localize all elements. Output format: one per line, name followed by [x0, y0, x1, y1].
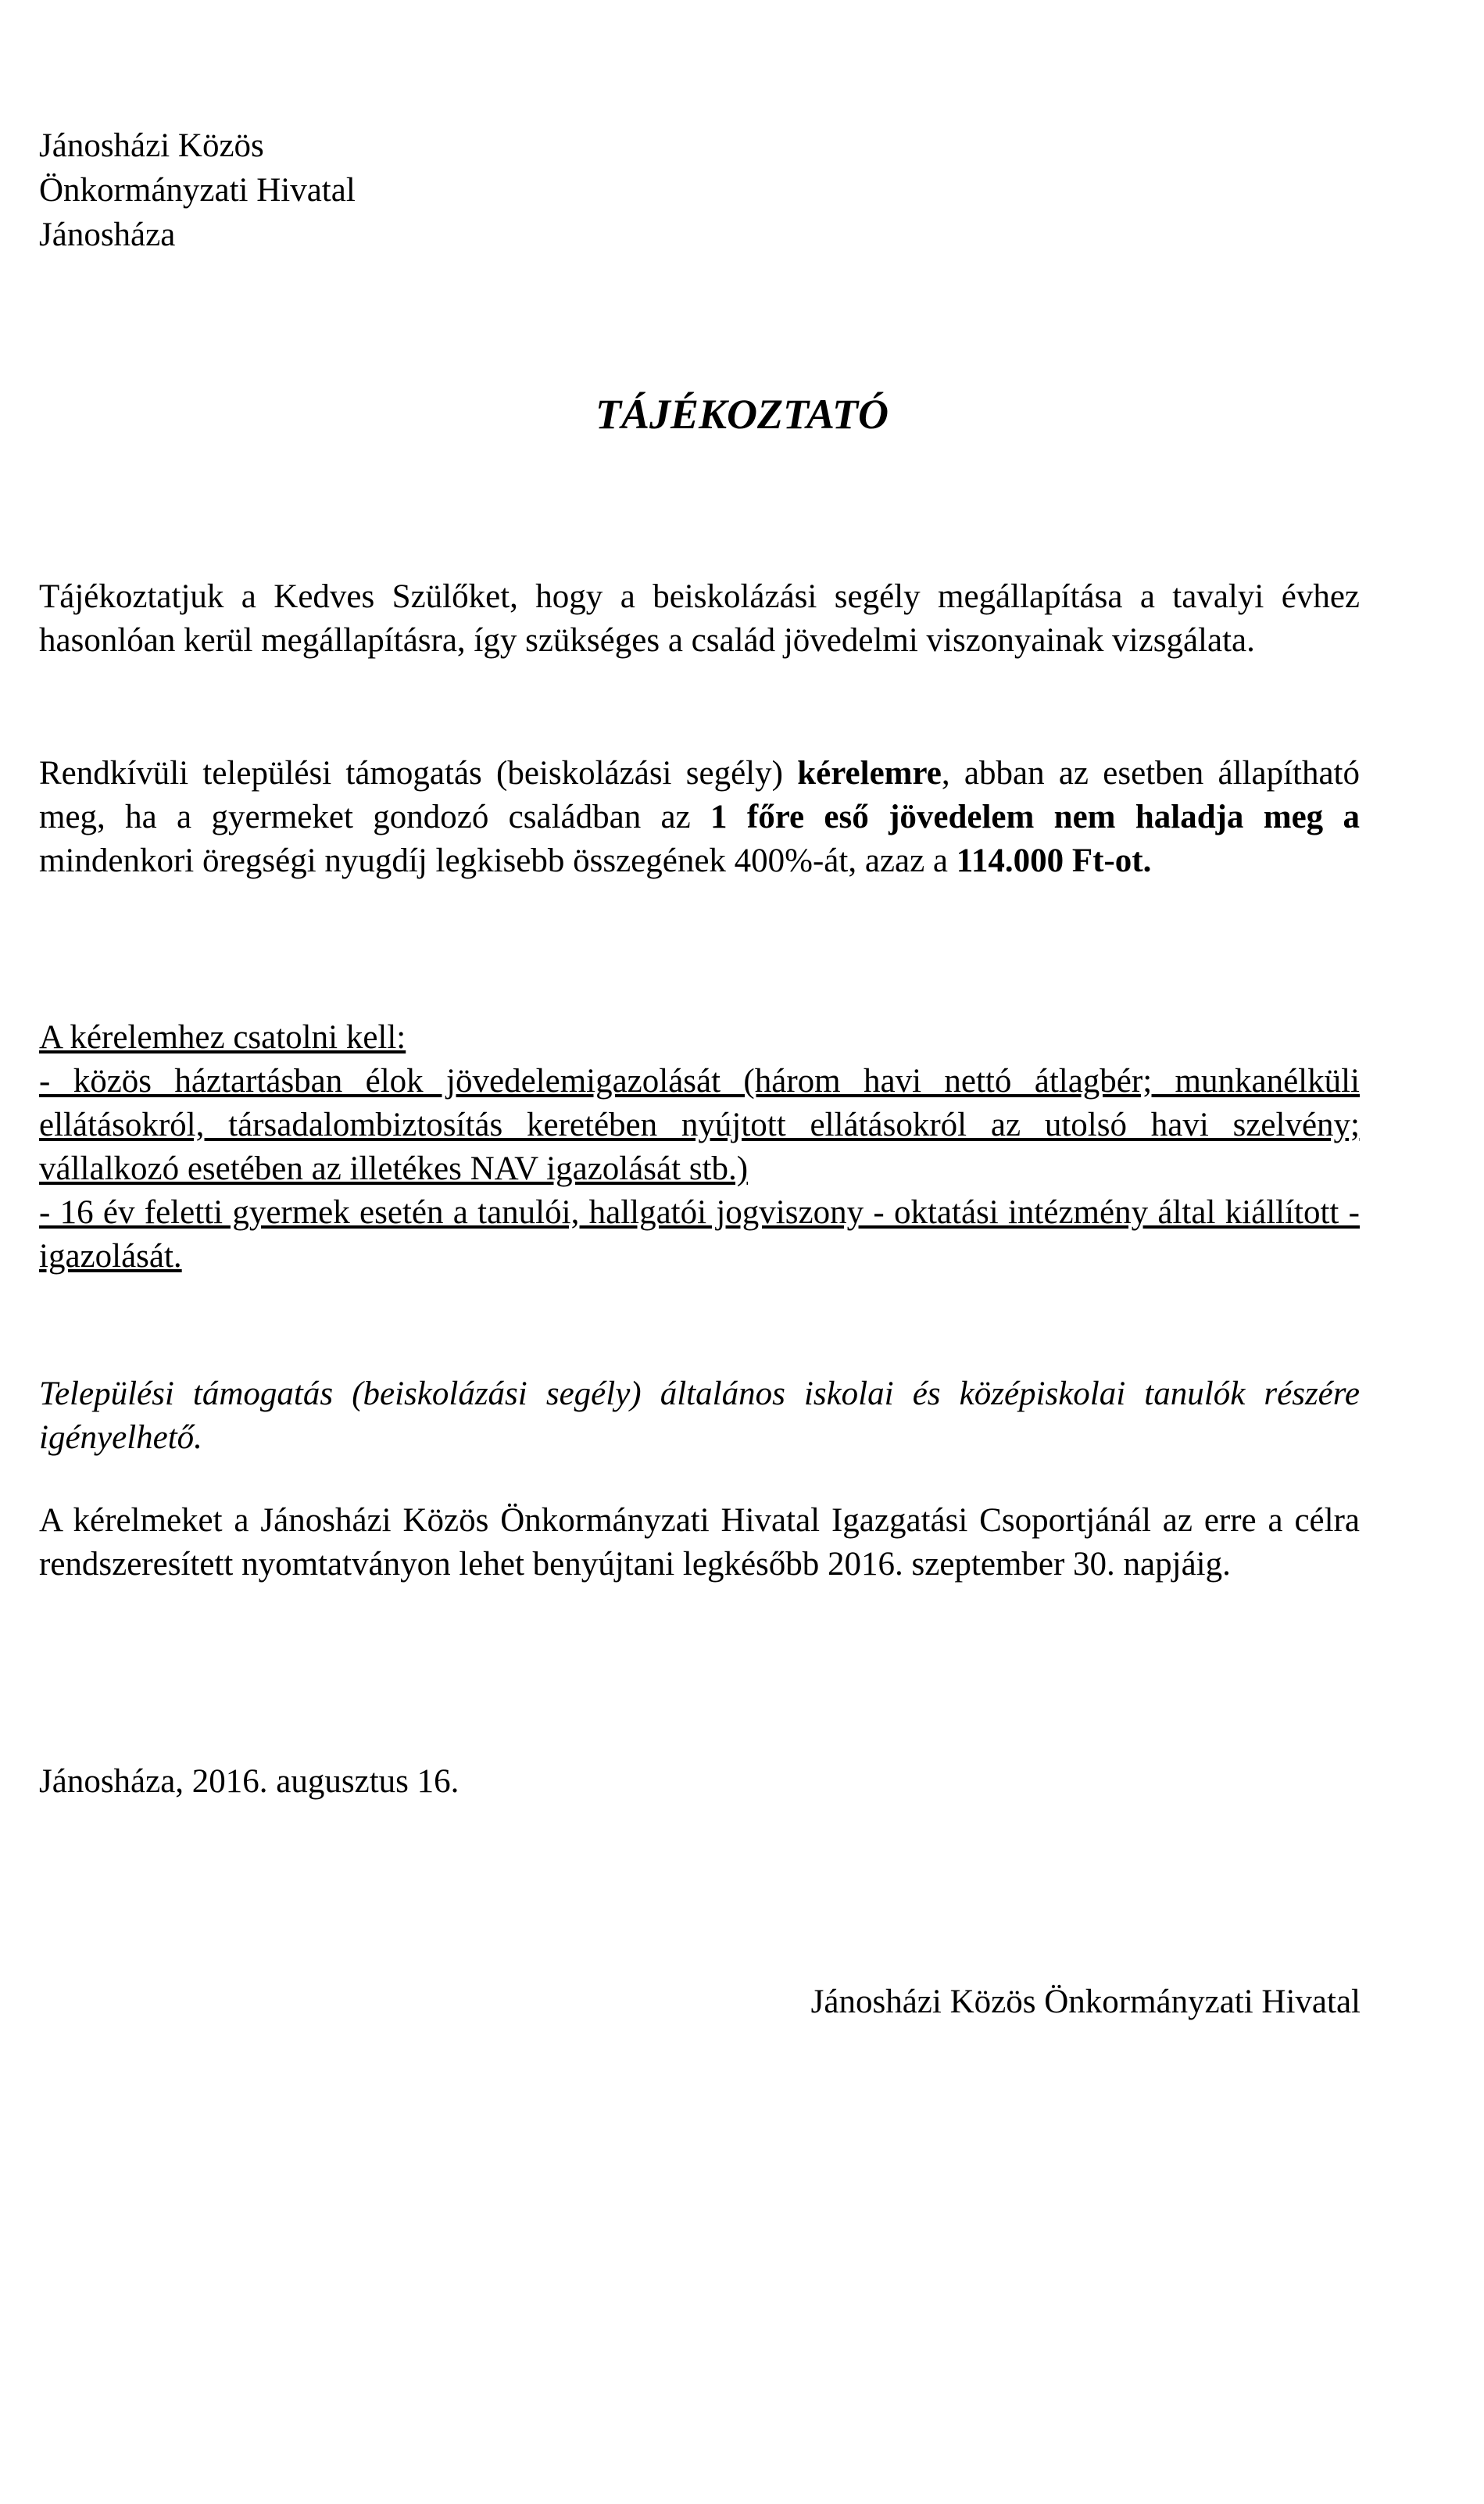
sender-line-3: Jánosháza	[39, 216, 176, 253]
signature-block: Jánosházi Közös Önkormányzati Hivatal	[810, 1984, 1361, 2020]
conditions-bold-amount: 114.000 Ft-ot.	[956, 842, 1152, 879]
sender-line-1: Jánosházi Közös	[39, 127, 264, 164]
attachment-item-student-status: - 16 év feletti gyermek esetén a tanulói, hallgatói jogviszony - oktatási intézmény által kiállított - igazolását.	[39, 1194, 1360, 1275]
submission-note: A kérelmeket a Jánosházi Közös Önkormányzati Hivatal Igazgatási Csoportjánál az erre a célra rendszeresített nyomtatványon lehet benyújtani legkésőbb 2016. szeptember 30. napjáig.	[39, 1502, 1360, 1583]
attachments-section	[39, 1016, 1360, 1279]
document-title: TÁJÉKOZTATÓ	[595, 391, 889, 438]
attachments-heading: A kérelemhez csatolni kell:	[39, 1019, 406, 1056]
attachment-item-income: - közös háztartásban élok jövedelemigazolását (három havi nettó átlagbér; munkanélküli ellátásokról, társadalombiztosítás keretében nyújtott ellátásokról az utolsó havi szelvény; vállalkozó esetében az illetékes NAV igazolását stb.)	[39, 1063, 1360, 1187]
conditions-bold-income: 1 főre eső jövedelem nem haladja meg a	[710, 799, 1360, 835]
conditions-text-3: mindenkori öregségi nyugdíj legkisebb összegének 400%-át, azaz a	[39, 842, 957, 879]
intro-paragraph: Tájékoztatjuk a Kedves Szülőket, hogy a beiskolázási segély megállapítása a tavalyi évhez hasonlóan kerül megállapításra, így szükséges a család jövedelmi viszonyainak vizsgálata.	[39, 578, 1360, 659]
conditions-text-1: Rendkívüli települési támogatás (beiskolázási segély)	[39, 755, 798, 792]
place-and-date: Jánosháza, 2016. augusztus 16.	[39, 1763, 460, 1800]
conditions-paragraph	[39, 752, 1360, 883]
sender-line-2: Önkormányzati Hivatal	[39, 172, 356, 209]
sender-address	[39, 123, 1360, 257]
conditions-bold-request: kérelemre	[797, 755, 942, 792]
conditions-text-2: , abban az esetben állapítható meg, ha a gyermeket gondozó családban az	[39, 755, 1360, 835]
eligibility-note: Települési támogatás (beiskolázási segély) általános iskolai és középiskolai tanulók részére igényelhető.	[39, 1375, 1360, 1456]
